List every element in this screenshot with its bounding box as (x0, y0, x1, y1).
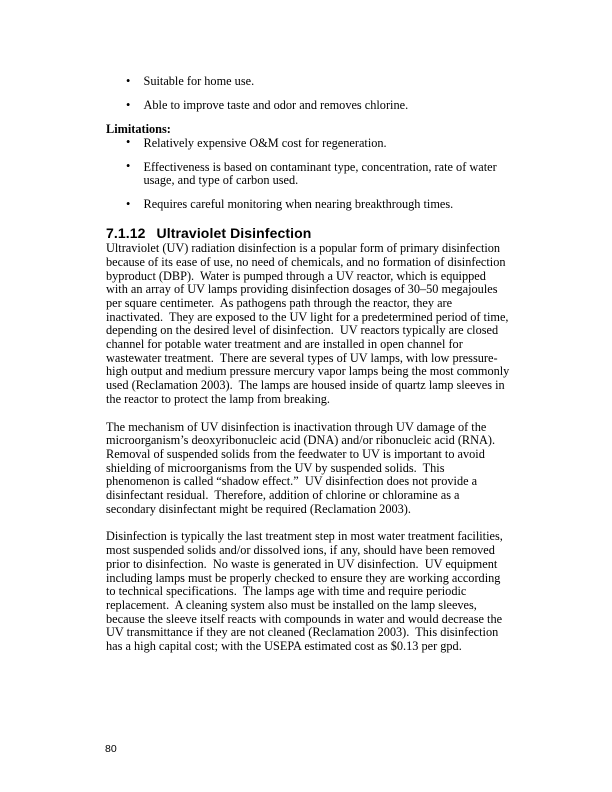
bullet-icon: • (126, 73, 131, 88)
section-heading (106, 225, 510, 242)
bullet-icon: • (126, 196, 131, 211)
list-item-text: Requires careful monitoring when nearing breakthrough times. (143, 197, 454, 212)
limitations-heading: Limitations: (106, 122, 171, 136)
list-item-text: Effectiveness is based on contaminant type, concentration, rate of water usage, and type of carbon used. (143, 159, 497, 188)
list-item (106, 99, 510, 113)
intro-bullet-list (106, 75, 510, 113)
section-number: 7.1.12 (106, 225, 146, 242)
paragraph: Ultraviolet (UV) radiation disinfection is a popular form of primary disinfection because of its ease of use, no need of chemicals, and no formation of disinfection byproduct (DBP). Water is pumped through a UV reactor, which is equipped with an array of UV lamps providing disinfection dosages of 30–50 megajoules per square centimeter. As pathogens path through the reactor, they are inactivated. They are exposed to the UV light for a predetermined period of time, depending on the desired level of disinfection. UV reactors typically are closed channel for potable water treatment and are installed in open channel for wastewater treatment. There are several types of UV lamps, with low pressure-high output and medium pressure mercury vapor lamps being the most commonly used (Reclamation 2003). The lamps are housed inside of quartz lamp sleeves in the reactor to protect the lamp from breaking. (106, 241, 513, 406)
list-item (106, 75, 510, 89)
section-title: Ultraviolet Disinfection (156, 225, 312, 242)
list-item (106, 198, 510, 212)
page-number: 80 (105, 743, 117, 755)
paragraph: Disinfection is typically the last treatment step in most water treatment facilities, most suspended solids and/or dissolved ions, if any, should have been removed prior to disinfection. No waste is generated in UV disinfection. UV equipment including lamps must be properly checked to ensure they are working according to technical specifications. The lamps age with time and require periodic replacement. A cleaning system also must be installed on the lamp sleeves, because the sleeve itself reacts with compounds in water and would decrease the UV transmittance if they are not cleaned (Reclamation 2003). This disinfection has a high capital cost; with the USEPA estimated cost as $0.13 per gpd. (106, 529, 506, 654)
bullet-icon: • (126, 135, 131, 150)
list-item-text: Able to improve taste and odor and removes chlorine. (143, 98, 409, 112)
bullet-icon: • (126, 97, 131, 112)
list-item (106, 161, 510, 188)
list-item-text: Relatively expensive O&M cost for regeneration. (143, 135, 387, 150)
limitations-bullet-list (106, 137, 510, 212)
bullet-icon: • (126, 159, 131, 174)
list-item-text: Suitable for home use. (143, 74, 255, 88)
list-item (106, 137, 510, 151)
paragraph: The mechanism of UV disinfection is inactivation through UV damage of the microorganism’s deoxyribonucleic acid (DNA) and/or ribonucleic acid (RNA). Removal of suspended solids from the feedwater to UV is important to avoid shielding of microorganisms from the UV by suspended solids. This phenomenon is called “shadow effect.” UV disinfection does not provide a disinfectant residual. Therefore, addition of chlorine or chloramine as a secondary disinfectant might be required (Reclamation 2003). (106, 419, 502, 516)
page-content (106, 73, 513, 654)
